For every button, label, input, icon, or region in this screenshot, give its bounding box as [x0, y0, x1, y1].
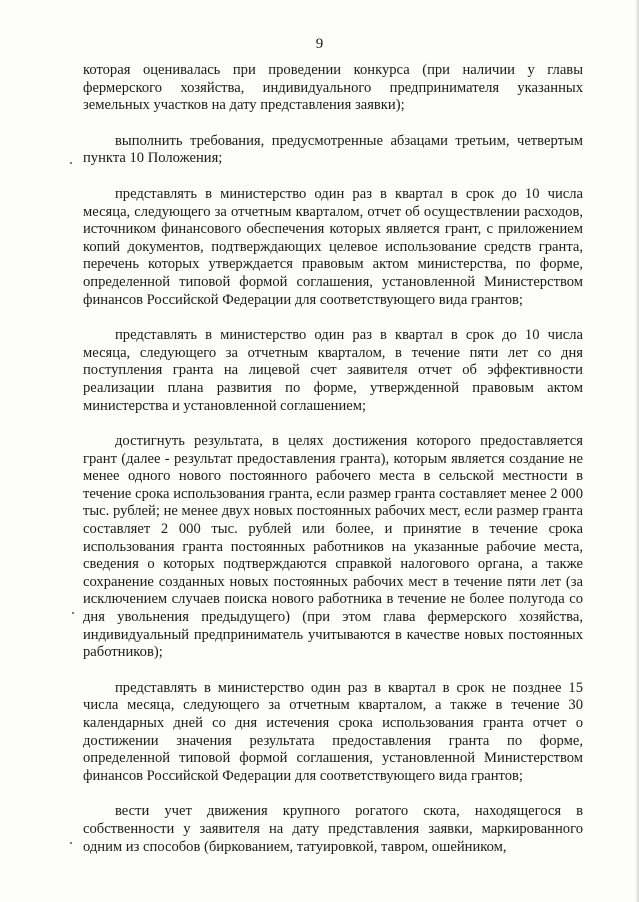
paragraph-4: представлять в министерство один раз в квартал в срок до 10 числа месяца, следующего за отчетным кварталом, в течение пяти лет со дня поступления гранта на лицевой счет заявителя отчет об эффективности реализации плана развития по форме, утвержденной правовым актом министерства и установленной соглашением;	[83, 327, 583, 414]
scan-speck	[70, 842, 72, 844]
paragraph-2: выполнить требования, предусмотренные абзацами третьим, четвертым пункта 10 Положения;	[83, 132, 583, 167]
paragraph-3: представлять в министерство один раз в квартал в срок до 10 числа месяца, следующего за отчетным кварталом, отчет об осуществлении расходов, источником финансового обеспечения которых является грант, с приложением копий документов, подтверждающих целевое использование средств гранта, перечень которых утверждается правовым актом министерства, по форме, определенной типовой формой соглашения, установленной Министерством финансов Российской Федерации для соответствующего вида грантов;	[83, 185, 583, 308]
paragraph-7: вести учет движения крупного рогатого скота, находящегося в собственности у заявителя на дату представления заявки, маркированного одним из способов (биркованием, татуировкой, тавром, ошейником,	[83, 803, 583, 855]
scan-speck	[70, 162, 72, 164]
page-number: 9	[315, 36, 324, 52]
scan-speck	[72, 612, 74, 614]
paragraph-1: которая оценивалась при проведении конкурса (при наличии у главы фермерского хозяйства, индивидуального предпринимателя указанных земельных участков на дату представления заявки);	[83, 62, 583, 114]
document-body	[83, 62, 583, 856]
scan-edge-shadow	[635, 0, 639, 902]
paragraph-6: представлять в министерство один раз в квартал в срок не позднее 15 числа месяца, следующего за отчетным кварталом, а также в течение 30 календарных дней со дня истечения срока использования гранта отчет о достижении значения результата предоставления гранта по форме, определенной типовой формой соглашения, установленной Министерством финансов Российской Федерации для соответствующего вида грантов;	[83, 679, 583, 784]
paragraph-5: достигнуть результата, в целях достижения которого предоставляется грант (далее - результат предоставления гранта), которым является создание не менее одного нового постоянного рабочего места в сельской местности в течение срока использования гранта, если размер гранта составляет менее 2 000 тыс. рублей; не менее двух новых постоянных рабочих мест, если размер гранта составляет 2 000 тыс. рублей или более, и принятие в течение срока использования гранта постоянных работников на указанные рабочие места, сведения о которых подтверждаются справкой налогового органа, а также сохранение созданных новых постоянных рабочих мест в течение пяти лет (за исключением случаев поиска нового работника в течение не более полугода со дня увольнения предыдущего) (при этом глава фермерского хозяйства, индивидуальный предприниматель учитываются в качестве новых постоянных работников);	[83, 433, 583, 661]
